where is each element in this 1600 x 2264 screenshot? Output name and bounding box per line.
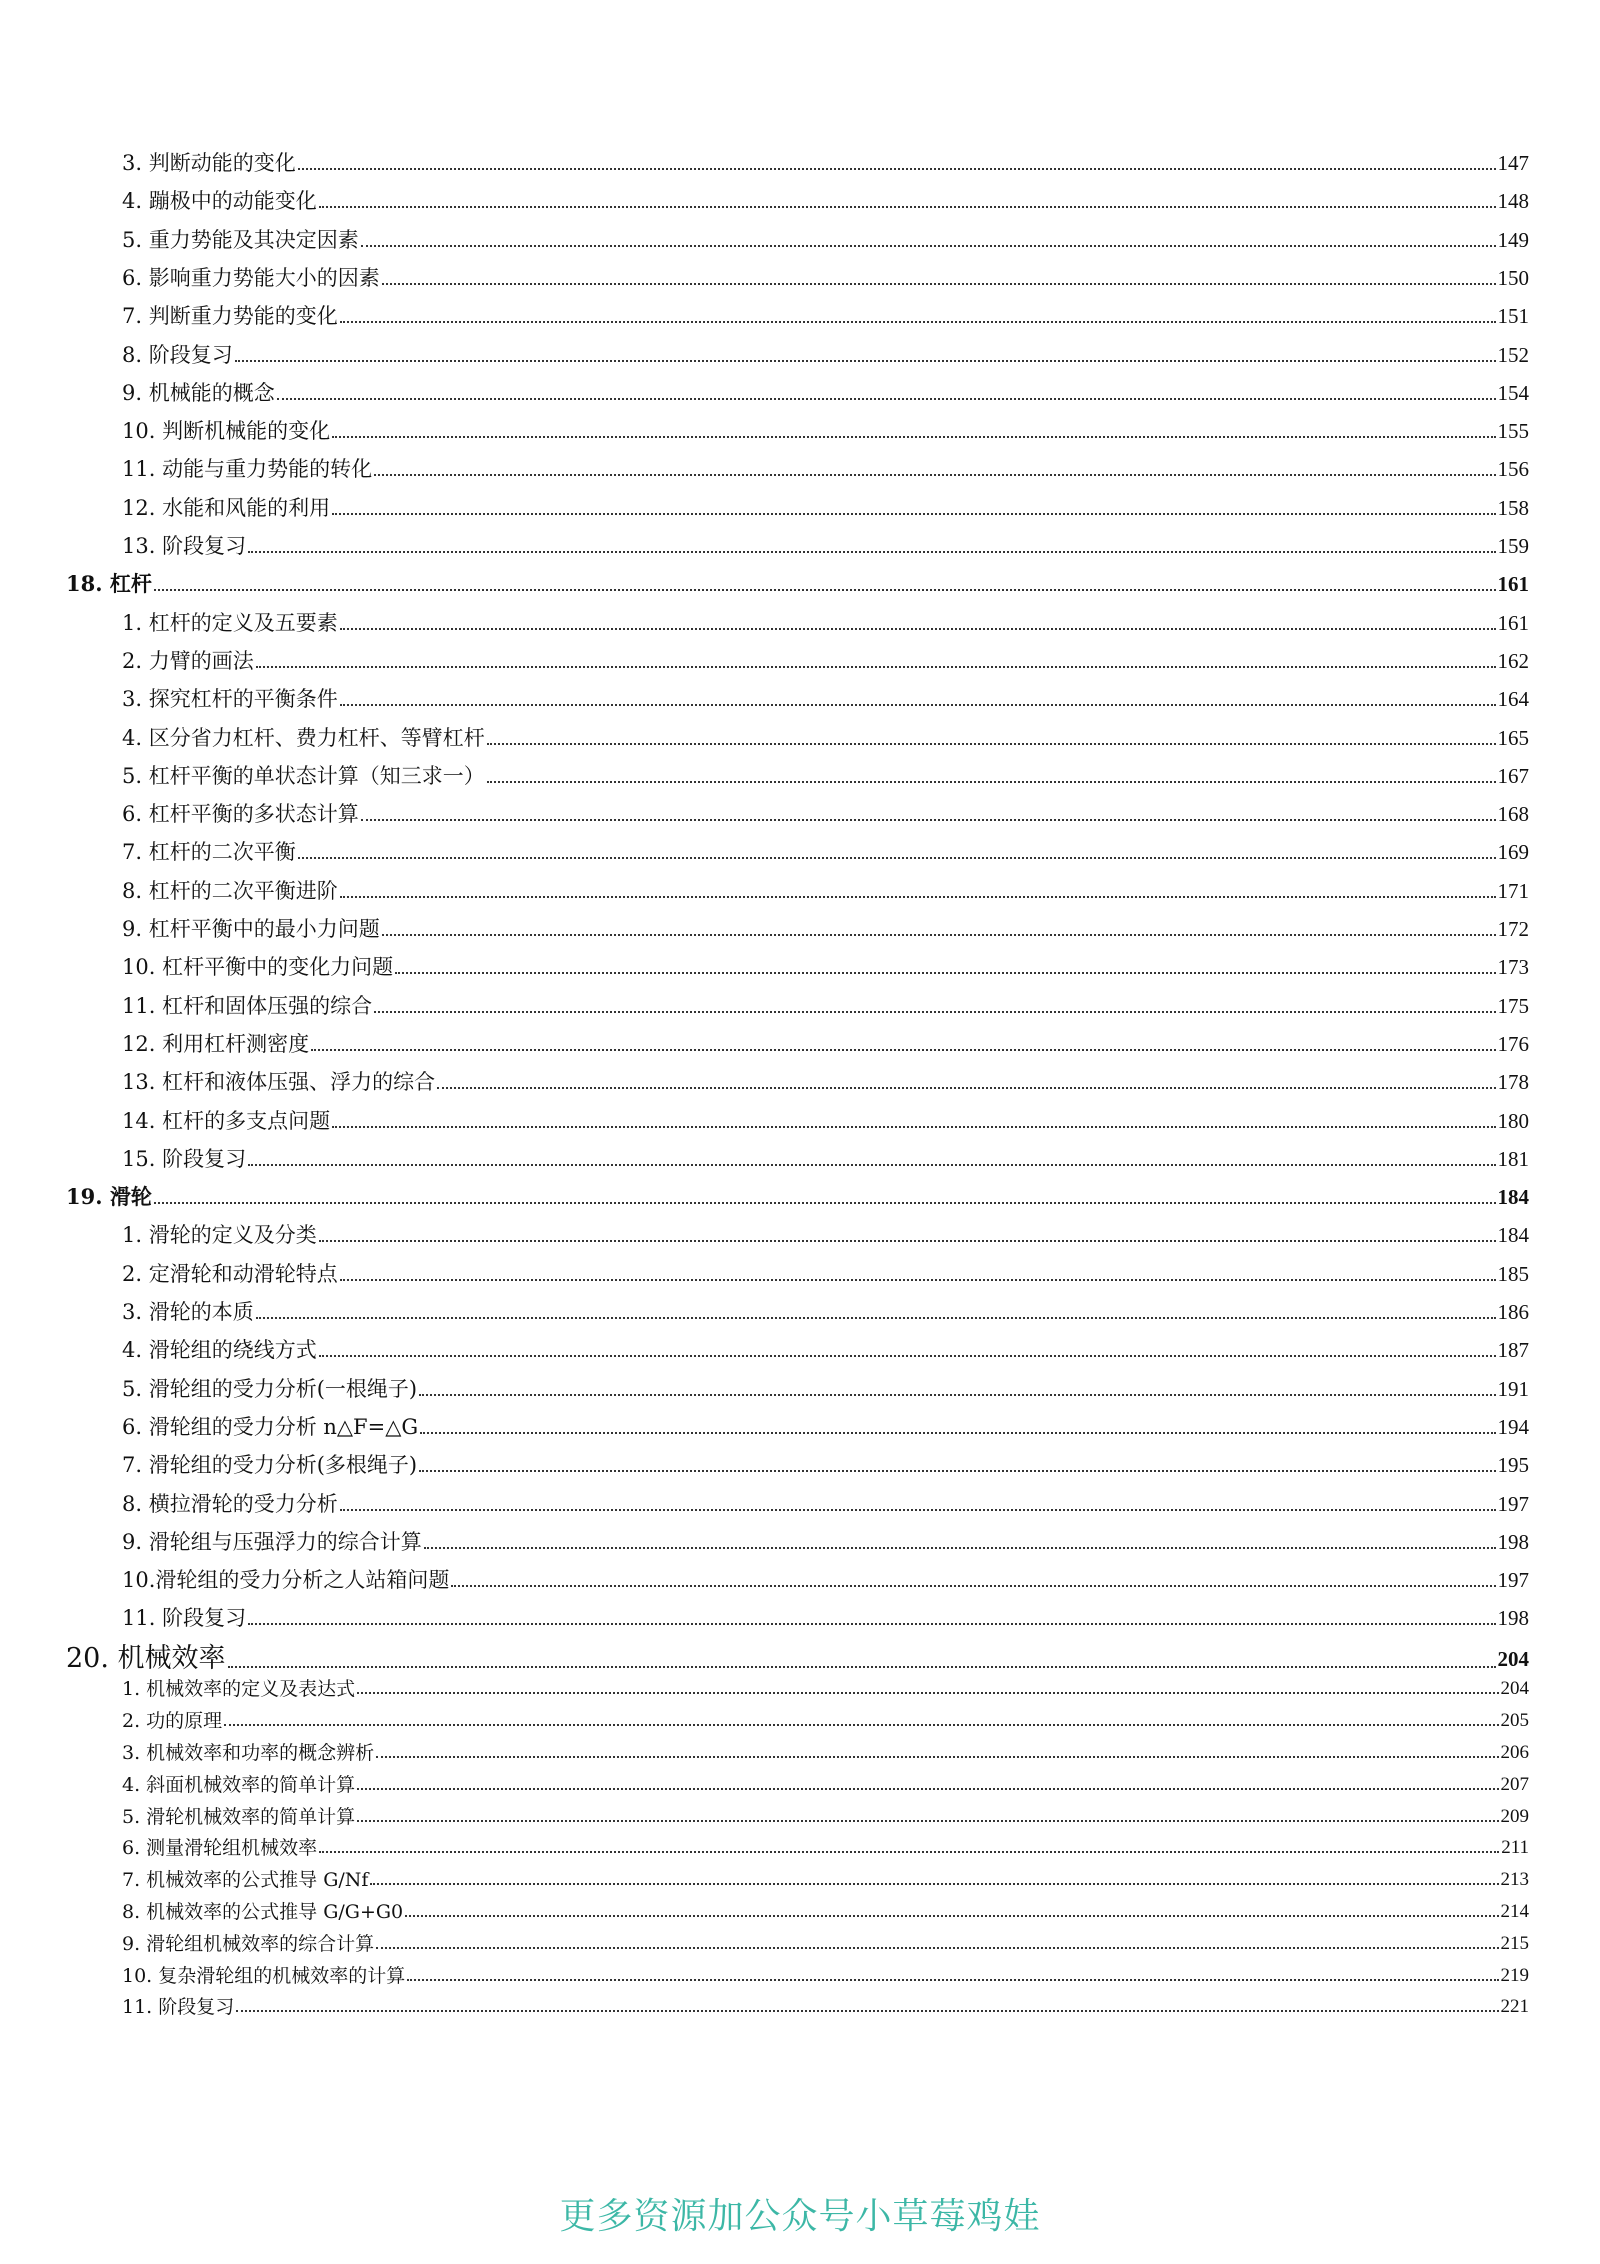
toc-entry-page-number: 164 — [1497, 687, 1529, 712]
toc-entry-title: 10. 杠杆平衡中的变化力问题 — [122, 955, 394, 980]
toc-entry-page-number: 159 — [1497, 534, 1529, 558]
toc-entry-page-number: 150 — [1497, 265, 1529, 290]
toc-entry-title: 9. 滑轮组与压强浮力的综合计算 — [122, 1529, 422, 1554]
toc-entry-title: 2. 力臂的画法 — [122, 648, 254, 673]
dot-leader — [256, 1316, 1496, 1319]
dot-leader — [319, 1239, 1496, 1242]
dot-leader — [340, 895, 1496, 898]
dot-leader — [154, 588, 1496, 591]
toc-entry-title: 7. 滑轮组的受力分析(多根绳子) — [122, 1453, 418, 1478]
toc-entry-page-number: 195 — [1497, 1453, 1529, 1478]
toc-entry-title: 3. 滑轮的本质 — [122, 1300, 254, 1324]
toc-section-entry[interactable] — [0, 533, 1600, 559]
toc-entry-page-number: 187 — [1497, 1338, 1529, 1363]
toc-entry-page-number: 171 — [1497, 878, 1529, 903]
toc-entry-page-number: 211 — [1501, 1837, 1529, 1859]
toc-entry-title: 14. 杠杆的多支点问题 — [122, 1108, 331, 1133]
toc-entry-title: 7. 杠杆的二次平衡 — [122, 840, 296, 865]
toc-section-entry[interactable] — [0, 1710, 1600, 1732]
toc-entry-title: 9. 机械能的概念 — [122, 380, 275, 405]
dot-leader — [424, 1546, 1496, 1549]
toc-entry-title: 10. 复杂滑轮组的机械效率的计算 — [122, 1964, 406, 1987]
toc-section-entry[interactable] — [0, 725, 1600, 751]
toc-entry-title: 7. 机械效率的公式推导 G/Nf — [122, 1869, 369, 1892]
toc-entry-page-number: 198 — [1497, 1529, 1529, 1554]
toc-section-entry[interactable] — [0, 1108, 1600, 1134]
toc-entry-page-number: 197 — [1497, 1568, 1529, 1593]
toc-section-entry[interactable] — [0, 1222, 1600, 1248]
dot-leader — [256, 665, 1496, 668]
toc-entry-page-number: 214 — [1500, 1901, 1529, 1922]
toc-entry-title: 4. 斜面机械效率的简单计算 — [122, 1773, 356, 1796]
toc-section-entry[interactable] — [0, 495, 1600, 521]
toc-section-entry[interactable] — [0, 878, 1600, 904]
toc-entry-page-number: 215 — [1500, 1932, 1529, 1954]
toc-entry-page-number: 169 — [1497, 840, 1529, 865]
toc-entry-page-number: 207 — [1500, 1773, 1529, 1795]
toc-entry-page-number: 197 — [1497, 1491, 1529, 1516]
toc-section-entry[interactable] — [0, 1299, 1600, 1325]
toc-entry-page-number: 175 — [1497, 993, 1529, 1018]
toc-entry-title: 8. 阶段复习 — [122, 342, 233, 367]
dot-leader — [340, 1278, 1496, 1281]
toc-section-entry[interactable] — [0, 1996, 1600, 2018]
toc-entry-page-number: 152 — [1497, 342, 1529, 367]
toc-entry-title: 11. 阶段复习 — [122, 1996, 235, 2019]
toc-section-entry[interactable] — [0, 188, 1600, 214]
toc-entry-page-number: 184 — [1497, 1223, 1529, 1248]
toc-entry-page-number: 209 — [1500, 1805, 1529, 1827]
toc-section-entry[interactable] — [0, 227, 1600, 253]
dot-leader — [361, 244, 1496, 247]
dot-leader — [407, 1978, 1498, 1981]
toc-section-entry[interactable] — [0, 342, 1600, 368]
dot-leader — [248, 1163, 1495, 1166]
toc-entry-title: 8. 横拉滑轮的受力分析 — [122, 1491, 338, 1516]
toc-entry-title: 6. 影响重力势能大小的因素 — [122, 265, 380, 290]
dot-leader — [420, 1431, 1495, 1434]
dot-leader — [374, 473, 1495, 476]
toc-section-entry[interactable] — [0, 303, 1600, 329]
dot-leader — [361, 818, 1496, 821]
dot-leader — [319, 1354, 1496, 1357]
dot-leader — [224, 1723, 1498, 1726]
toc-entry-page-number: 185 — [1497, 1261, 1529, 1286]
dot-leader — [395, 971, 1495, 974]
toc-entry-title: 20. 机械效率 — [66, 1643, 226, 1675]
toc-entry-page-number: 165 — [1497, 725, 1529, 750]
toc-section-entry[interactable] — [0, 763, 1600, 789]
toc-section-entry[interactable] — [0, 1742, 1600, 1764]
toc-section-entry[interactable] — [0, 1376, 1600, 1402]
toc-section-entry[interactable] — [0, 1031, 1600, 1057]
toc-chapter-entry[interactable] — [0, 1184, 1600, 1210]
dot-leader — [340, 703, 1496, 706]
toc-entry-page-number: 206 — [1500, 1742, 1529, 1763]
toc-entry-page-number: 167 — [1497, 763, 1529, 788]
toc-entry-page-number: 198 — [1497, 1606, 1529, 1631]
toc-section-entry[interactable] — [0, 1869, 1600, 1891]
toc-entry-page-number: 151 — [1497, 304, 1529, 329]
toc-entry-title: 12. 水能和风能的利用 — [122, 495, 331, 520]
toc-entry-title: 8. 杠杆的二次平衡进阶 — [122, 878, 338, 903]
toc-entry-page-number: 158 — [1497, 495, 1529, 520]
toc-entry-page-number: 194 — [1497, 1414, 1529, 1439]
toc-entry-page-number: 219 — [1500, 1964, 1529, 1986]
toc-section-entry[interactable] — [0, 801, 1600, 827]
dot-leader — [298, 167, 1496, 170]
toc-section-entry[interactable] — [0, 418, 1600, 444]
toc-entry-title: 5. 滑轮机械效率的简单计算 — [122, 1805, 356, 1828]
dot-leader — [319, 205, 1496, 208]
toc-section-entry[interactable] — [0, 1337, 1600, 1363]
dot-leader — [405, 1914, 1498, 1917]
dot-leader — [277, 397, 1496, 400]
toc-entry-page-number: 161 — [1497, 610, 1529, 635]
toc-entry-page-number: 186 — [1497, 1300, 1529, 1324]
toc-entry-page-number: 221 — [1500, 1996, 1529, 2018]
dot-leader — [340, 1508, 1496, 1511]
toc-entry-page-number: 181 — [1497, 1146, 1529, 1171]
toc-section-entry[interactable] — [0, 1069, 1600, 1095]
toc-section-entry[interactable] — [0, 1806, 1600, 1828]
toc-entry-page-number: 149 — [1497, 227, 1529, 252]
toc-entry-title: 1. 机械效率的定义及表达式 — [122, 1678, 356, 1701]
toc-section-entry[interactable] — [0, 1837, 1600, 1859]
toc-entry-page-number: 148 — [1497, 189, 1529, 214]
dot-leader — [332, 1125, 1495, 1128]
toc-section-entry[interactable] — [0, 1146, 1600, 1172]
toc-entry-title: 1. 滑轮的定义及分类 — [122, 1223, 317, 1248]
dot-leader — [248, 1622, 1495, 1625]
toc-section-entry[interactable] — [0, 456, 1600, 482]
dot-leader — [154, 1201, 1496, 1204]
toc-entry-page-number: 176 — [1497, 1031, 1529, 1056]
toc-entry-title: 3. 机械效率和功率的概念辨析 — [122, 1742, 375, 1764]
dot-leader — [487, 742, 1496, 745]
toc-entry-page-number: 205 — [1500, 1710, 1529, 1732]
toc-section-entry[interactable] — [0, 150, 1600, 176]
toc-entry-title: 11. 阶段复习 — [122, 1606, 247, 1631]
dot-leader — [370, 1882, 1498, 1885]
toc-entry-title: 13. 阶段复习 — [122, 534, 247, 558]
dot-leader — [357, 1819, 1498, 1822]
toc-entry-title: 11. 杠杆和固体压强的综合 — [122, 993, 373, 1018]
toc-section-entry[interactable] — [0, 1678, 1600, 1700]
toc-entry-page-number: 154 — [1497, 380, 1529, 405]
dot-leader — [332, 435, 1495, 438]
toc-section-entry[interactable] — [0, 1933, 1600, 1955]
toc-entry-page-number: 204 — [1500, 1678, 1529, 1700]
toc-section-entry[interactable] — [0, 1261, 1600, 1287]
toc-entry-page-number: 204 — [1497, 1647, 1529, 1672]
toc-entry-title: 7. 判断重力势能的变化 — [122, 304, 338, 329]
toc-entry-page-number: 180 — [1497, 1108, 1529, 1133]
toc-entry-title: 3. 判断动能的变化 — [122, 151, 296, 175]
dot-leader — [311, 1048, 1495, 1051]
dot-leader — [419, 1469, 1495, 1472]
dot-leader — [248, 550, 1495, 553]
dot-leader — [376, 1946, 1498, 1949]
toc-entry-title: 6. 滑轮组的受力分析 n△F=△G — [122, 1414, 419, 1439]
toc-entry-title: 6. 杠杆平衡的多状态计算 — [122, 802, 359, 827]
toc-entry-title: 3. 探究杠杆的平衡条件 — [122, 687, 338, 712]
toc-section-entry[interactable] — [0, 380, 1600, 406]
toc-section-entry[interactable] — [0, 1605, 1600, 1631]
toc-entry-title: 5. 杠杆平衡的单状态计算（知三求一） — [122, 763, 485, 788]
toc-section-entry[interactable] — [0, 1491, 1600, 1517]
toc-entry-page-number: 156 — [1497, 457, 1529, 482]
dot-leader — [357, 1691, 1498, 1694]
toc-entry-title: 4. 蹦极中的动能变化 — [122, 189, 317, 214]
toc-entry-title: 9. 滑轮组机械效率的综合计算 — [122, 1932, 375, 1955]
dot-leader — [340, 320, 1496, 323]
dot-leader — [340, 627, 1496, 630]
toc-section-entry[interactable] — [0, 916, 1600, 942]
dot-leader — [374, 1010, 1495, 1013]
toc-chapter-entry[interactable] — [0, 1644, 1600, 1674]
toc-section-entry[interactable] — [0, 839, 1600, 865]
toc-entry-title: 15. 阶段复习 — [122, 1146, 247, 1171]
toc-section-entry[interactable] — [0, 686, 1600, 712]
toc-section-entry[interactable] — [0, 610, 1600, 636]
toc-section-entry[interactable] — [0, 993, 1600, 1019]
toc-entry-title: 12. 利用杠杆测密度 — [122, 1031, 310, 1056]
toc-section-entry[interactable] — [0, 1901, 1600, 1923]
toc-entry-page-number: 173 — [1497, 955, 1529, 980]
dot-leader — [235, 359, 1496, 362]
toc-entry-page-number: 155 — [1497, 419, 1529, 444]
toc-section-entry[interactable] — [0, 1774, 1600, 1796]
dot-leader — [376, 1755, 1498, 1758]
toc-section-entry[interactable] — [0, 954, 1600, 980]
toc-entry-title: 4. 滑轮组的绕线方式 — [122, 1338, 317, 1363]
toc-entry-title: 2. 定滑轮和动滑轮特点 — [122, 1261, 338, 1286]
toc-entry-page-number: 147 — [1497, 151, 1529, 175]
toc-entry-title: 19. 滑轮 — [66, 1184, 152, 1210]
toc-entry-title: 10. 判断机械能的变化 — [122, 419, 331, 444]
toc-entry-page-number: 168 — [1497, 802, 1529, 827]
dot-leader — [228, 1665, 1496, 1668]
toc-entry-page-number: 161 — [1497, 572, 1529, 597]
watermark-footer: 更多资源加公众号小草莓鸡娃 — [559, 2196, 1041, 2237]
toc-entry-title: 4. 区分省力杠杆、费力杠杆、等臂杠杆 — [122, 725, 485, 750]
dot-leader — [298, 856, 1496, 859]
toc-section-entry[interactable] — [0, 1529, 1600, 1555]
dot-leader — [319, 1850, 1499, 1853]
toc-entry-title: 10.滑轮组的受力分析之人站箱问题 — [122, 1568, 450, 1593]
dot-leader — [419, 1393, 1495, 1396]
toc-section-entry[interactable] — [0, 1452, 1600, 1478]
toc-entry-title: 8. 机械效率的公式推导 G/G+G0 — [122, 1901, 404, 1923]
toc-entry-title: 13. 杠杆和液体压强、浮力的综合 — [122, 1070, 436, 1095]
dot-leader — [236, 2009, 1498, 2012]
toc-entry-page-number: 213 — [1500, 1869, 1529, 1891]
toc-section-entry[interactable] — [0, 1965, 1600, 1987]
toc-entry-title: 11. 动能与重力势能的转化 — [122, 457, 373, 482]
toc-entry-page-number: 162 — [1497, 648, 1529, 673]
dot-leader — [357, 1787, 1498, 1790]
toc-section-entry[interactable] — [0, 648, 1600, 674]
toc-entry-title: 1. 杠杆的定义及五要素 — [122, 610, 338, 635]
toc-entry-title: 2. 功的原理 — [122, 1710, 223, 1733]
dot-leader — [382, 933, 1496, 936]
dot-leader — [487, 780, 1496, 783]
toc-entry-title: 5. 滑轮组的受力分析(一根绳子) — [122, 1376, 418, 1401]
toc-entry-title: 6. 测量滑轮组机械效率 — [122, 1837, 318, 1860]
toc-section-entry[interactable] — [0, 1414, 1600, 1440]
toc-section-entry[interactable] — [0, 1567, 1600, 1593]
toc-entry-title: 18. 杠杆 — [66, 571, 152, 597]
toc-entry-page-number: 184 — [1497, 1185, 1529, 1210]
toc-entry-page-number: 178 — [1497, 1070, 1529, 1095]
dot-leader — [437, 1086, 1495, 1089]
toc-entry-title: 5. 重力势能及其决定因素 — [122, 227, 359, 252]
toc-entry-page-number: 191 — [1497, 1376, 1529, 1401]
dot-leader — [451, 1584, 1495, 1587]
toc-chapter-entry[interactable] — [0, 571, 1600, 597]
toc-entry-page-number: 172 — [1497, 917, 1529, 941]
toc-entry-title: 9. 杠杆平衡中的最小力问题 — [122, 917, 380, 941]
toc-section-entry[interactable] — [0, 265, 1600, 291]
dot-leader — [382, 282, 1496, 285]
dot-leader — [332, 512, 1495, 515]
